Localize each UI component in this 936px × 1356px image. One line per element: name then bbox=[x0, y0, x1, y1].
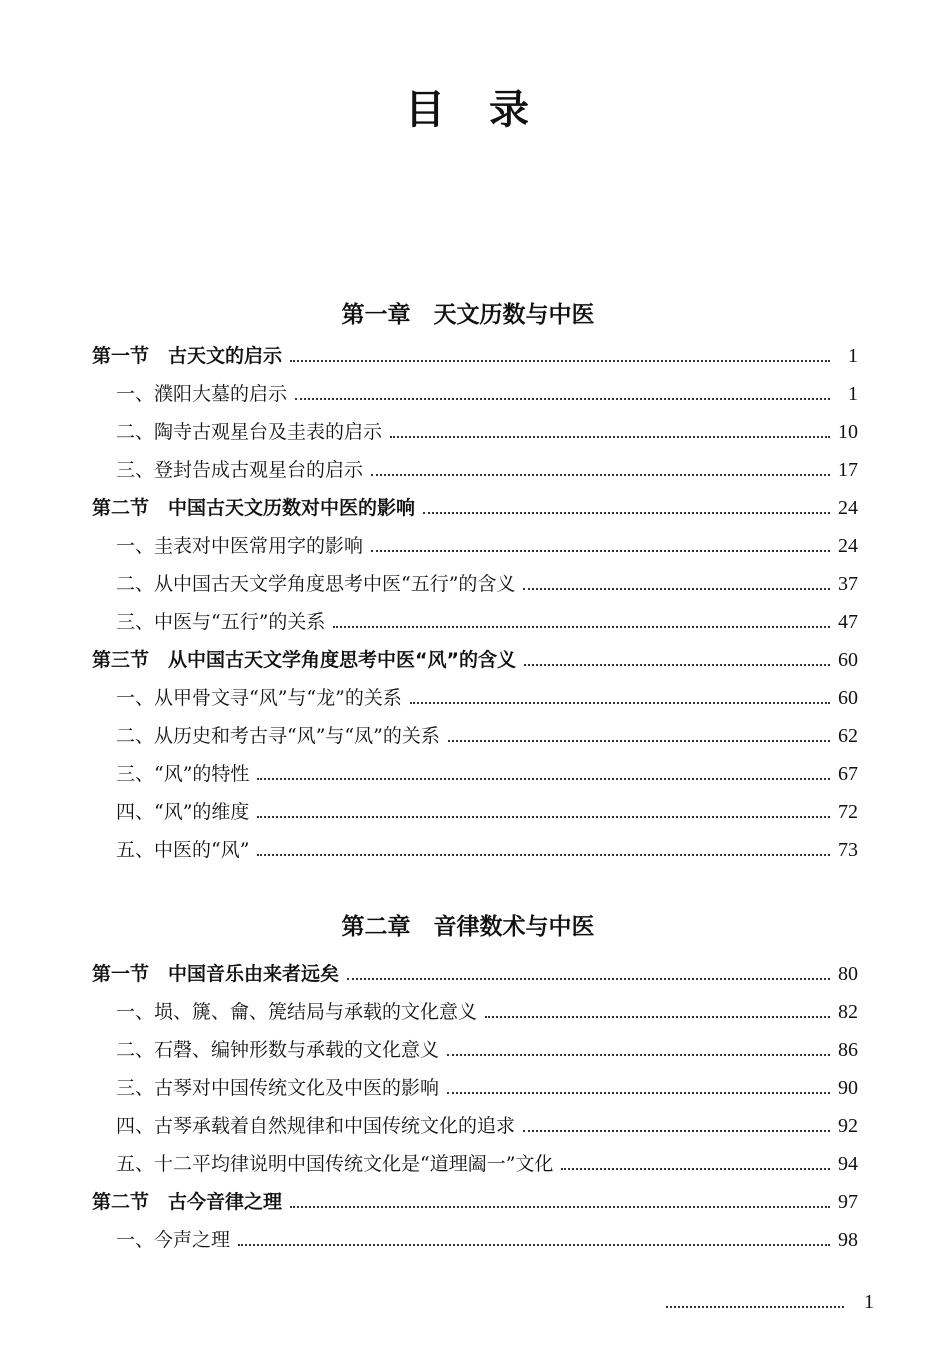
leader-dots bbox=[485, 1016, 830, 1018]
toc-entry-label: 二、石磬、编钟形数与承载的文化意义 bbox=[116, 1039, 440, 1061]
toc-section-entry[interactable] bbox=[92, 492, 858, 520]
toc-page-number: 86 bbox=[838, 1039, 858, 1061]
leader-dots bbox=[257, 816, 830, 818]
toc-page-number: 17 bbox=[838, 459, 858, 481]
leader-dots bbox=[290, 1206, 830, 1208]
toc-entry-label: 第一节 中国音乐由来者远矣 bbox=[92, 963, 340, 985]
toc-item-entry[interactable] bbox=[116, 1148, 858, 1176]
toc-item-entry[interactable] bbox=[116, 834, 858, 862]
toc-page-number: 80 bbox=[838, 963, 858, 985]
chapter-title-2: 第二章 音律数术与中医 bbox=[341, 913, 595, 940]
toc-item-entry[interactable] bbox=[116, 454, 858, 482]
toc-entry-label: 二、从中国古天文学角度思考中医“五行”的含义 bbox=[116, 573, 516, 595]
toc-entry-label: 一、从甲骨文寻“风”与“龙”的关系 bbox=[116, 687, 402, 709]
toc-page-number: 73 bbox=[838, 839, 858, 861]
leader-dots bbox=[257, 778, 830, 780]
toc-item-entry[interactable] bbox=[116, 1072, 858, 1100]
toc-item-entry[interactable] bbox=[116, 568, 858, 596]
toc-entry-label: 二、从历史和考古寻“风”与“凤”的关系 bbox=[116, 725, 440, 747]
toc-item-entry[interactable] bbox=[116, 378, 858, 406]
toc-item-entry[interactable] bbox=[116, 416, 858, 444]
toc-item-entry[interactable] bbox=[116, 1034, 858, 1062]
leader-dots bbox=[347, 978, 830, 980]
toc-item-entry[interactable] bbox=[116, 996, 858, 1024]
toc-entry-label: 第二节 古今音律之理 bbox=[92, 1191, 283, 1213]
leader-dots bbox=[333, 626, 830, 628]
toc-page-number: 94 bbox=[838, 1153, 858, 1175]
toc-entry-label: 一、今声之理 bbox=[116, 1229, 231, 1251]
chapter-title-1: 第一章 天文历数与中医 bbox=[341, 301, 595, 328]
leader-dots bbox=[448, 740, 830, 742]
leader-dots bbox=[238, 1244, 830, 1246]
toc-page-number: 90 bbox=[838, 1077, 858, 1099]
toc-page-number: 97 bbox=[838, 1191, 858, 1213]
toc-page-number: 82 bbox=[838, 1001, 858, 1023]
toc-item-entry[interactable] bbox=[116, 720, 858, 748]
leader-dots bbox=[257, 854, 830, 856]
toc-entry-label: 一、濮阳大墓的启示 bbox=[116, 383, 288, 405]
toc-page-number: 72 bbox=[838, 801, 858, 823]
footer-page-number: 1 bbox=[864, 1291, 874, 1313]
toc-entry-label: 五、中医的“风” bbox=[116, 839, 250, 861]
toc-entry-label: 二、陶寺古观星台及圭表的启示 bbox=[116, 421, 383, 443]
toc-page-number: 60 bbox=[838, 687, 858, 709]
leader-dots bbox=[561, 1168, 830, 1170]
leader-dots bbox=[523, 588, 830, 590]
page-title: 目 录 bbox=[405, 87, 531, 133]
leader-dots bbox=[447, 1092, 830, 1094]
toc-item-entry[interactable] bbox=[116, 796, 858, 824]
toc-entry-label: 三、古琴对中国传统文化及中医的影响 bbox=[116, 1077, 440, 1099]
toc-page-number: 1 bbox=[848, 383, 858, 405]
toc-item-entry[interactable] bbox=[116, 606, 858, 634]
leader-dots bbox=[524, 664, 830, 666]
toc-page-number: 37 bbox=[838, 573, 858, 595]
toc-entry-label: 第三节 从中国古天文学角度思考中医“风”的含义 bbox=[92, 649, 516, 671]
leader-dots bbox=[290, 360, 830, 362]
toc-section-entry[interactable] bbox=[92, 958, 858, 986]
toc-page-number: 62 bbox=[838, 725, 858, 747]
toc-page-number: 1 bbox=[848, 345, 858, 367]
toc-entry-label: 三、登封告成古观星台的启示 bbox=[116, 459, 364, 481]
toc-page-number: 98 bbox=[838, 1229, 858, 1251]
leader-dots bbox=[410, 702, 830, 704]
leader-dots bbox=[390, 436, 830, 438]
toc-item-entry[interactable] bbox=[116, 1224, 858, 1252]
page-footer bbox=[666, 1288, 874, 1314]
toc-page-number: 24 bbox=[838, 497, 858, 519]
leader-dots bbox=[295, 398, 830, 400]
toc-page-number: 67 bbox=[838, 763, 858, 785]
toc-item-entry[interactable] bbox=[116, 530, 858, 558]
toc-entry-label: 一、圭表对中医常用字的影响 bbox=[116, 535, 364, 557]
toc-section-entry[interactable] bbox=[92, 644, 858, 672]
toc-section-entry[interactable] bbox=[92, 1186, 858, 1214]
toc-entry-label: 第一节 古天文的启示 bbox=[92, 345, 283, 367]
toc-item-entry[interactable] bbox=[116, 1110, 858, 1138]
toc-entry-label: 三、中医与“五行”的关系 bbox=[116, 611, 326, 633]
toc-entry-label: 一、埙、篪、龠、箎结局与承载的文化意义 bbox=[116, 1001, 478, 1023]
leader-dots bbox=[423, 512, 830, 514]
toc-entry-label: 五、十二平均律说明中国传统文化是“道理阖一”文化 bbox=[116, 1153, 554, 1175]
toc-entry-label: 三、“风”的特性 bbox=[116, 763, 250, 785]
leader-dots bbox=[523, 1130, 830, 1132]
toc-page-number: 92 bbox=[838, 1115, 858, 1137]
leader-dots bbox=[371, 550, 830, 552]
toc-page-number: 24 bbox=[838, 535, 858, 557]
toc-page-number: 47 bbox=[838, 611, 858, 633]
toc-item-entry[interactable] bbox=[116, 682, 858, 710]
leader-dots bbox=[447, 1054, 830, 1056]
toc-entry-label: 第二节 中国古天文历数对中医的影响 bbox=[92, 497, 416, 519]
toc-entry-label: 四、“风”的维度 bbox=[116, 801, 250, 823]
leader-dots bbox=[371, 474, 830, 476]
footer-leader-dots bbox=[666, 1306, 844, 1308]
toc-item-entry[interactable] bbox=[116, 758, 858, 786]
toc-page-number: 60 bbox=[838, 649, 858, 671]
toc-entry-label: 四、古琴承载着自然规律和中国传统文化的追求 bbox=[116, 1115, 516, 1137]
toc-section-entry[interactable] bbox=[92, 340, 858, 368]
toc-page-number: 10 bbox=[838, 421, 858, 443]
